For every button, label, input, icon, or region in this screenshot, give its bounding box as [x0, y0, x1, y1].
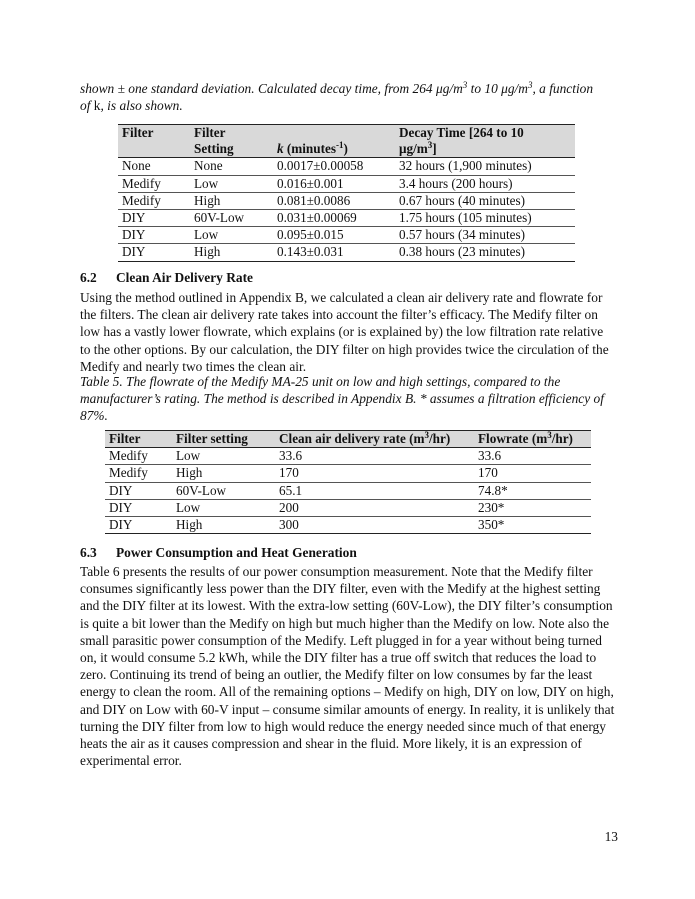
- decay-time-table: [118, 124, 575, 262]
- flowrate-table: [105, 430, 591, 534]
- cell-decay: 1.75 hours (105 minutes): [399, 210, 532, 226]
- section-6-3-body: Table 6 presents the results of our power consumption measurement. Note that the Medify filter consumes significantly less power than the DIY filter, even with the Medify at the highest setting and the DIY filter at its lowest. With the extra-low setting (60V-Low), the DIY filter’s consumption is quite a bit lower than the Medify on high but much higher than the Medify on low. Note also the small parasitic power consumption of the Medify. Left plugged in for a year without being turned on, it would consume 5.2 kWh, while the DIY filter has a true off switch that reduces the load to zero. Continuing its trend of being an outlier, the Medify filter on low consumes by far the least energy to clean the room. All of the remaining options – Medify on high, DIY on low, DIY on high, and DIY on Low with 60-V input – consume similar amounts of energy. In reality, it is unlikely that turning the DIY filter from low to high would reduce the energy needed since much of that energy heats the air as it causes compression and shear in the fluid. More likely, it is an expression of experimental error.: [80, 564, 615, 769]
- cell-flow: 74.8*: [478, 482, 508, 498]
- header-filter-setting: Filter setting: [172, 431, 275, 448]
- cell-k: 0.095±0.015: [277, 227, 344, 243]
- cell-flow: 230*: [478, 499, 505, 515]
- cell-decay: 32 hours (1,900 minutes): [399, 158, 532, 174]
- cell-setting: High: [176, 517, 203, 533]
- table-row: [118, 244, 575, 261]
- cell-decay: 0.38 hours (23 minutes): [399, 244, 526, 260]
- cell-filter: DIY: [122, 244, 146, 260]
- cell-flow: 33.6: [478, 448, 502, 464]
- cell-setting: Low: [176, 499, 201, 515]
- cell-setting: 60V-Low: [176, 482, 227, 498]
- table-row: [118, 192, 575, 209]
- cell-cadr: 33.6: [279, 448, 303, 464]
- table-row: [105, 482, 591, 499]
- header-flowrate: Flowrate $(m^3/hr)$: [474, 431, 591, 448]
- cell-cadr: 300: [279, 517, 299, 533]
- cell-setting: None: [194, 158, 223, 174]
- cell-k: 0.016±0.001: [277, 175, 344, 191]
- cell-cadr: 170: [279, 465, 299, 481]
- cell-k: 0.0017±0.00058: [277, 158, 364, 174]
- table-row: [118, 158, 575, 175]
- cell-filter: Medify: [122, 192, 161, 208]
- cell-flow: 350*: [478, 517, 505, 533]
- cell-k: 0.081±0.0086: [277, 192, 351, 208]
- table-row: [118, 210, 575, 227]
- cell-decay: 3.4 hours (200 hours): [399, 175, 513, 191]
- cell-cadr: 200: [279, 499, 299, 515]
- cell-filter: DIY: [122, 227, 146, 243]
- cell-filter: None: [122, 158, 151, 174]
- table-row: [105, 448, 591, 465]
- cell-setting: Low: [194, 175, 219, 191]
- cell-filter: DIY: [109, 517, 133, 533]
- cell-filter: DIY: [122, 210, 146, 226]
- cell-decay: 0.57 hours (34 minutes): [399, 227, 526, 243]
- header-decay-time: Decay Time [264 to 10 $\mu g/m^3$]: [395, 125, 575, 158]
- table-row: [105, 499, 591, 516]
- table-row: [105, 465, 591, 482]
- header-filter-setting: Filter Setting: [190, 125, 273, 158]
- cell-setting: High: [176, 465, 203, 481]
- cell-filter: Medify: [122, 175, 161, 191]
- table-caption-continued: shown ± one standard deviation. Calculated decay time, from 264 $\mu g/m^3$ to 10 $\mu g/m^3$, a function of k, is also shown.: [80, 80, 594, 114]
- cell-setting: High: [194, 244, 221, 260]
- cell-filter: Medify: [109, 448, 148, 464]
- cell-filter: DIY: [109, 482, 133, 498]
- header-k: k (minutes$^{-1}$): [273, 125, 395, 158]
- cell-cadr: 65.1: [279, 482, 303, 498]
- section-heading-6-2: 6.2 Clean Air Delivery Rate: [80, 270, 253, 285]
- table-row: [118, 227, 575, 244]
- cell-decay: 0.67 hours (40 minutes): [399, 192, 526, 208]
- table-row: [118, 175, 575, 192]
- table-header-row: [118, 125, 575, 158]
- section-6-2-body: Using the method outlined in Appendix B, we calculated a clean air delivery rate and flowrate for the filters. The clean air delivery rate takes into account the filter’s efficacy. The Medify filter on low has a vastly lower flowrate, which explains (or is explained by) the low filtration rate relative to the other options. By our calculation, the DIY filter on high provides twice the circulation of the Medify and nearly two times the clean air.: [80, 290, 609, 374]
- table-header-row: [105, 431, 591, 448]
- table-5-caption: Table 5. The flowrate of the Medify MA-25 unit on low and high settings, compared to the manufacturer’s rating. The method is described in Appendix B. * assumes a filtration efficiency of 87%.: [80, 374, 604, 424]
- cell-filter: DIY: [109, 499, 133, 515]
- cell-setting: 60V-Low: [194, 210, 245, 226]
- table-row: [105, 517, 591, 534]
- header-filter: Filter: [105, 431, 172, 448]
- page-number: 13: [604, 829, 618, 844]
- header-clean-air-delivery-rate: Clean air delivery rate $(m^3/hr)$: [275, 431, 474, 448]
- header-filter: Filter: [118, 125, 190, 158]
- section-heading-6-3: 6.3 Power Consumption and Heat Generation: [80, 545, 357, 560]
- cell-setting: Low: [176, 448, 201, 464]
- cell-k: 0.143±0.031: [277, 244, 344, 260]
- cell-setting: Low: [194, 227, 219, 243]
- cell-setting: High: [194, 192, 221, 208]
- cell-k: 0.031±0.00069: [277, 210, 357, 226]
- cell-filter: Medify: [109, 465, 148, 481]
- cell-flow: 170: [478, 465, 498, 481]
